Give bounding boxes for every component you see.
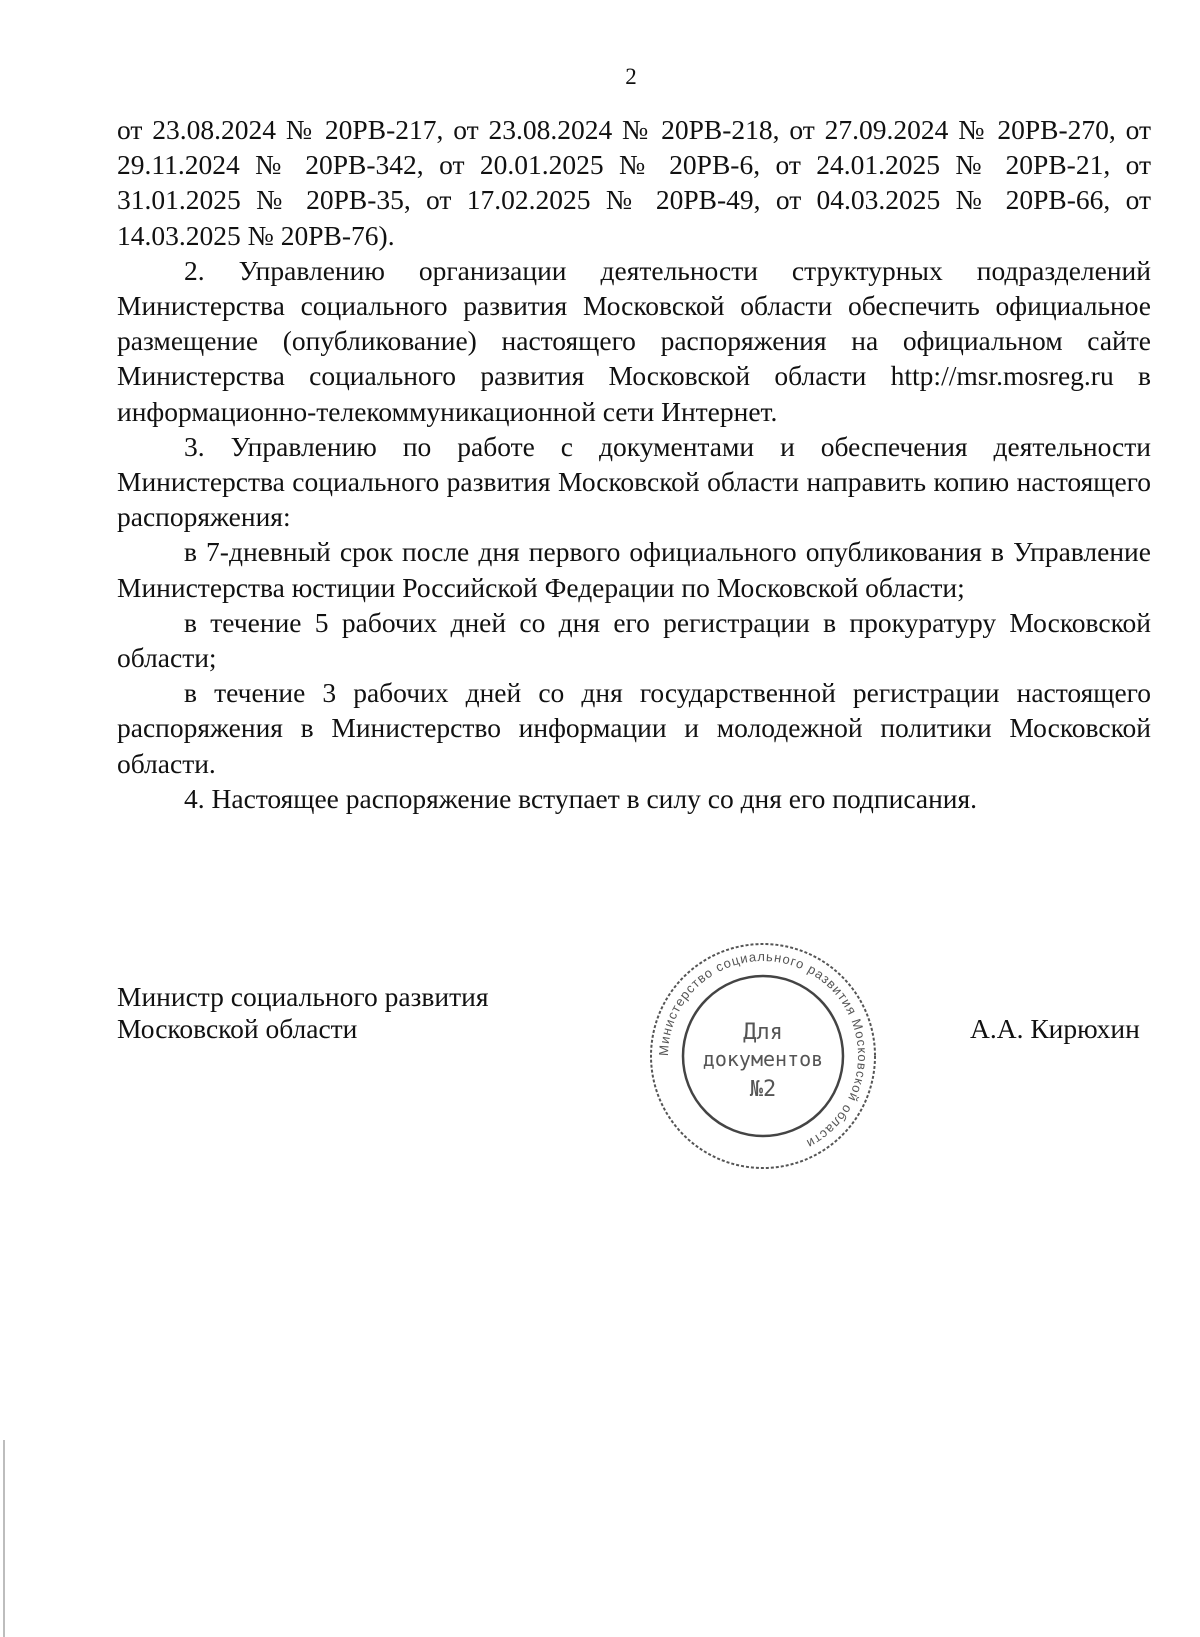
stamp-seal-graphic [643, 936, 883, 1176]
paragraph-item-4: 4. Настоящее распоряжение вступает в силу со дня его подписания. [184, 782, 978, 814]
signatory-title-line1: Министр социального развития [117, 981, 489, 1012]
stamp-center-line2: документов [702, 1047, 824, 1071]
paragraph-subitem-ministry-info: в течение 3 рабочих дней со дня государственной регистрации настоящего распоряжения в Министерство информации и молодежной политики Московской области. [117, 677, 1151, 779]
document-body [117, 112, 1151, 816]
paragraph-subitem-prosecutor: в течение 5 рабочих дней со дня его регистрации в прокуратуру Московской области; [117, 606, 1151, 674]
page-number: 2 [625, 64, 637, 89]
paragraph-references: от 23.08.2024 № 20РВ-217, от 23.08.2024 № 20РВ-218, от 27.09.2024 № 20РВ-270, от 29.11.2024 № 20РВ-342, от 20.01.2025 № 20РВ-6, от 24.01.2025 № 20РВ-21, от 31.01.2025 № 20РВ-35, от 17.02.2025 № 20РВ-49, от 04.03.2025 № 20РВ-66, от 14.03.2025 № 20РВ-76). [117, 114, 1151, 251]
stamp-center-line3: №2 [749, 1077, 777, 1102]
official-stamp [643, 936, 883, 1176]
paragraph-item-3: 3. Управлению по работе с документами и обеспечения деятельности Министерства социального развития Московской области направить копию настоящего распоряжения: [117, 430, 1151, 533]
signatory-name: А.А. Кирюхин [970, 1013, 1140, 1044]
signatory-title [117, 981, 488, 1045]
stamp-center-line1: Для [743, 1020, 783, 1045]
stamp-ring-text: Министерство социального развития Московской области [655, 948, 871, 1152]
signatory-title-line2: Московской области [117, 1013, 358, 1044]
paragraph-subitem-justice: в 7-дневный срок после дня первого официального опубликования в Управление Министерства юстиции Российской Федерации по Московской области; [117, 536, 1151, 603]
scan-edge-mark [3, 1440, 5, 1637]
paragraph-item-2: 2. Управлению организации деятельности структурных подразделений Министерства социального развития Московской области обеспечить официальное размещение (опубликование) настоящего распоряжения на официальном сайте Министерства социального развития Московской области http://msr.mosreg.ru в информационно-телекоммуникационной сети Интернет. [117, 254, 1151, 427]
